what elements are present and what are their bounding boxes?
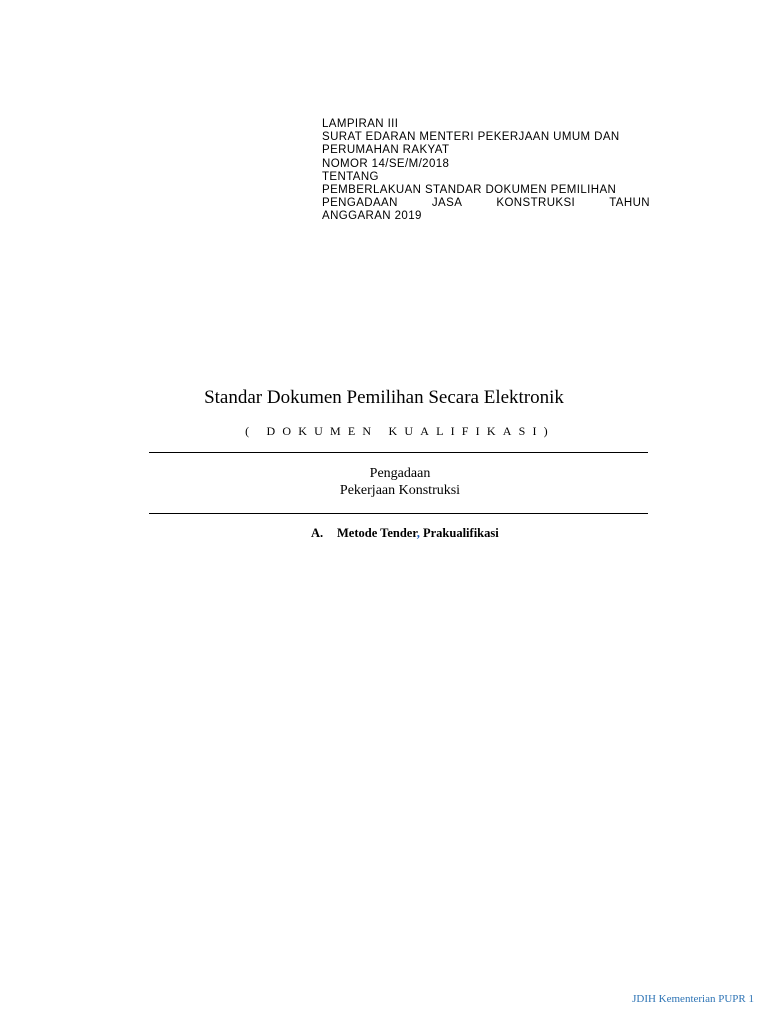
document-subtitle: ( DOKUMEN KUALIFIKASI) xyxy=(245,424,555,438)
header-line-6: PEMBERLAKUAN STANDAR DOKUMEN PEMILIHAN xyxy=(322,184,617,197)
method-qualification: Prakualifikasi xyxy=(419,526,499,540)
method-name: Metode Tender xyxy=(337,526,417,540)
method-letter: A. xyxy=(311,526,324,540)
procurement-line-1: Pengadaan xyxy=(369,466,431,481)
divider-bottom xyxy=(149,513,648,514)
header-line-2: SURAT EDARAN MENTERI PEKERJAAN UMUM DAN xyxy=(322,131,620,144)
header-word: PENGADAAN xyxy=(322,197,398,210)
header-word: JASA xyxy=(431,197,463,210)
attachment-header xyxy=(322,118,650,224)
header-line-5: TENTANG xyxy=(322,170,379,183)
page-footer: JDIH Kementerian PUPR 1 xyxy=(632,993,754,1005)
method-comma: , xyxy=(416,526,420,540)
header-line-4: NOMOR 14/SE/M/2018 xyxy=(322,157,450,170)
header-line-8: ANGGARAN 2019 xyxy=(322,210,422,223)
header-line-3: PERUMAHAN RAKYAT xyxy=(322,144,450,157)
document-title: Standar Dokumen Pemilihan Secara Elektronik xyxy=(204,387,564,408)
method-heading xyxy=(311,526,499,541)
header-word: KONSTRUKSI xyxy=(496,197,576,210)
header-word: TAHUN xyxy=(609,197,650,210)
header-line-1: LAMPIRAN III xyxy=(322,118,399,130)
header-line-7 xyxy=(322,197,650,210)
procurement-line-2: Pekerjaan Konstruksi xyxy=(339,483,461,498)
divider-top xyxy=(149,452,648,453)
procurement-type xyxy=(0,465,768,499)
